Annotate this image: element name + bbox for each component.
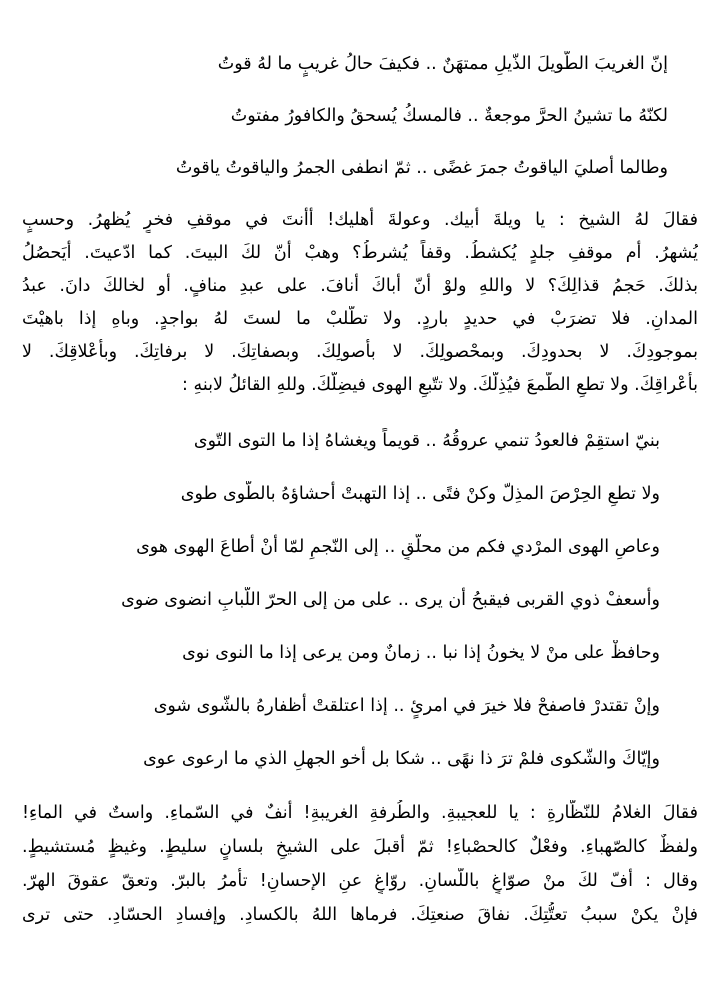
prose-line: فقالَ الغلامُ للنّظّارةِ : يا للعجيبةِ. والطُرفةِ الغريبةِ! أنفٌ في السّماءِ. واستٌ في الماءِ! bbox=[22, 803, 698, 823]
poem-line: ولا تطعِ الحِرْصَ المذِلّ وكنْ فتًى .. إذا التهبتْ أحشاؤهُ بالطّوى طوى bbox=[180, 484, 660, 504]
prose-line: بأعْراقِكَ. ولا تطعِ الطّمعَ فيُذِلّكَ. ولا تتّبعِ الهوى فيضِلّكَ. وللهِ القائلُ لابنهِ : bbox=[182, 375, 698, 395]
poem-line: وإيّاكَ والشّكوى فلمْ ترَ ذا نهًى .. شكا بل أخو الجهلِ الذي ما ارعوى عوى bbox=[143, 749, 660, 769]
poem-line: لكنّهُ ما تشينُ الحرَّ موجعةٌ .. فالمسكُ يُسحقُ والكافورُ مفتوتُ bbox=[230, 106, 668, 126]
poem-line: وعاصِ الهوى المرْدي فكم من محلّقٍ .. إلى النّجمِ لمّا أنْ أطاعَ الهوى هوى bbox=[136, 537, 660, 557]
prose-line: بذلكَ. حَجمُ قذالِكَ؟ لا واللهِ ولوْ أنّ أباكَ أنافَ. على عبدِ منافٍ. أو لخالكَ دانَ. عبدُ bbox=[22, 276, 698, 296]
prose-line: يُشهرُ. أم موقفِ جلدٍ يُكشطُ. وقفاً يُشرطُ؟ وهبْ أنّ لكَ البيتَ. كما ادّعيتَ. أيَحصُلُ bbox=[22, 243, 698, 263]
poem-line: إنّ الغريبَ الطّويلَ الذّيلِ ممتهَنٌ .. فكيفَ حالُ غريبٍ ما لهُ قوتُ bbox=[217, 54, 668, 74]
prose-line: ولفظٌ كالصّهباءِ. وفعْلٌ كالحصْباءِ! ثمّ أقبلَ على الشيخِ بلسانٍ سليطٍ. وغيظٍ مُستشيطٍ. bbox=[22, 837, 698, 857]
prose-line: فإنْ يكنْ سببُ تعتُّتِكَ. نفاقَ صنعتِكَ. فرماها اللهُ بالكسادِ. وإفسادِ الحسّادِ. حتى ترى bbox=[22, 905, 698, 925]
prose-line: فقالَ لهُ الشيخ : يا ويلةَ أبيك. وعولةَ أهليك! أأنتَ في موقفِ فخرٍ يُظهرُ. وحسبٍ bbox=[22, 210, 698, 230]
poem-line: وإنْ تقتدرْ فاصفحْ فلا خيرَ في امرئٍ .. إذا اعتلقتْ أظفارهُ بالشّوى شوى bbox=[153, 696, 660, 716]
prose-line: بموجودِكَ. لا بحدودِكَ. وبمحْصولِكَ. لا بأصولِكَ. وبصفاتِكَ. لا برفاتِكَ. وبأعْلاقِكَ. لا bbox=[22, 342, 698, 362]
poem-line: وطالما أُصليَ الياقوتُ جمرَ غضًى .. ثمّ انطفى الجمرُ والياقوتُ ياقوتُ bbox=[175, 158, 668, 178]
prose-line: المدانِ. فلا تضرَبْ في حديدٍ باردٍ. ولا تطّلبْ ما لستَ لهُ بواجدٍ. وباهِ إذا باهيْتَ bbox=[22, 309, 698, 329]
prose-line: وقال : أفّ لكَ منْ صوّاغٍ باللّسانِ. روّاغٍ عنِ الإحسانِ! تأمرُ بالبرّ. وتعقّ عقوقَ الهرّ. bbox=[22, 871, 698, 891]
poem-line: وأسعفْ ذوي القربى فيقبحُ أن يرى .. على من إلى الحرّ اللّبابِ انضوى ضوى bbox=[121, 590, 660, 610]
poem-line: بنيّ استقِمْ فالعودُ تنمي عروقُهُ .. قويماً ويغشاهُ إذا ما التوى التّوى bbox=[193, 431, 660, 451]
poem-line: وحافظْ على منْ لا يخونُ إذا نبا .. زمانٌ ومن يرعى إذا ما النوى نوى bbox=[182, 643, 660, 663]
